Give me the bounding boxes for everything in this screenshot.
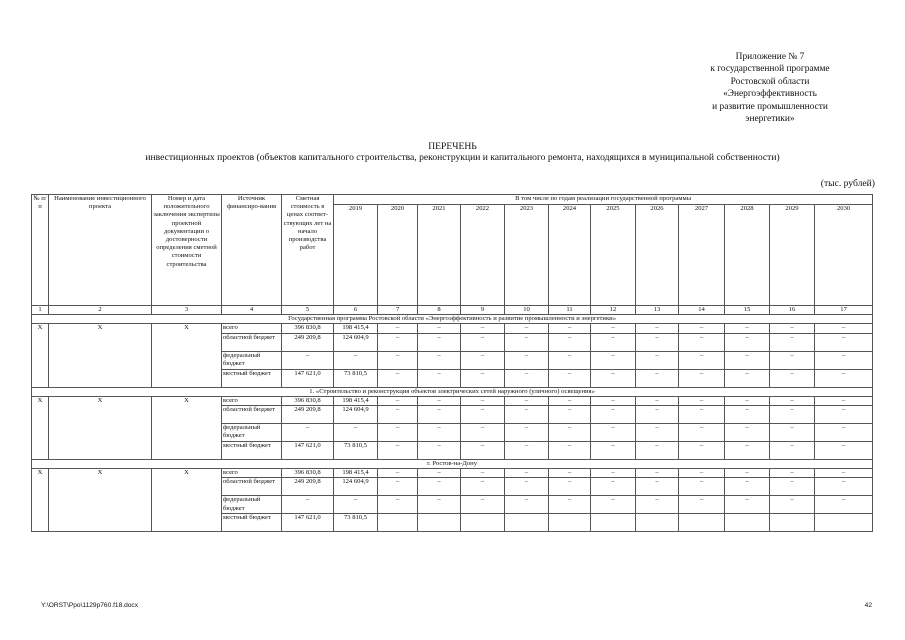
year-value: – xyxy=(679,478,725,496)
year-value: – xyxy=(591,496,636,514)
cost-value: 147 621,0 xyxy=(282,442,334,460)
funding-source: местный бюджет xyxy=(222,514,282,532)
year-value: – xyxy=(770,442,815,460)
year-value: – xyxy=(418,496,461,514)
document-title: ПЕРЕЧЕНЬ xyxy=(428,141,477,152)
year-value: – xyxy=(461,496,505,514)
cost-value: 396 830,8 xyxy=(282,324,334,333)
year-value: – xyxy=(770,396,815,405)
year-value: – xyxy=(461,369,505,387)
year-value: – xyxy=(815,324,873,333)
year-2019-value: – xyxy=(334,351,378,369)
year-value: – xyxy=(725,396,770,405)
year-value: – xyxy=(378,496,418,514)
year-value: – xyxy=(461,396,505,405)
year-value: – xyxy=(591,424,636,442)
year-value: – xyxy=(591,406,636,424)
year-value: – xyxy=(461,406,505,424)
year-2019-value: 124 604,9 xyxy=(334,333,378,351)
year-value: – xyxy=(549,333,591,351)
header-year: 2020 xyxy=(378,205,418,306)
year-value: – xyxy=(636,324,679,333)
column-number: 7 xyxy=(378,306,418,315)
year-value: – xyxy=(815,442,873,460)
cost-value: 249 209,8 xyxy=(282,478,334,496)
year-value: – xyxy=(636,424,679,442)
cost-value: 396 830,8 xyxy=(282,396,334,405)
year-value: – xyxy=(505,469,549,478)
column-number: 2 xyxy=(49,306,152,315)
column-number: 8 xyxy=(418,306,461,315)
year-value: – xyxy=(418,406,461,424)
year-value: – xyxy=(378,324,418,333)
column-number: 3 xyxy=(152,306,222,315)
year-value: – xyxy=(549,396,591,405)
year-value: – xyxy=(505,406,549,424)
column-number: 14 xyxy=(679,306,725,315)
appendix-line: Приложение № 7 xyxy=(735,52,805,62)
header-cost: Сметная стоимость в ценах соответ-ствующих лет на начало производства работ xyxy=(282,195,334,306)
column-number: 12 xyxy=(591,306,636,315)
year-value: – xyxy=(505,324,549,333)
column-number: 17 xyxy=(815,306,873,315)
year-value: – xyxy=(679,406,725,424)
year-2019-value: 73 810,5 xyxy=(334,442,378,460)
year-value: – xyxy=(815,406,873,424)
year-value xyxy=(725,514,770,532)
year-value: – xyxy=(505,442,549,460)
year-value: – xyxy=(725,351,770,369)
year-value: – xyxy=(679,333,725,351)
funding-source: местный бюджет xyxy=(222,442,282,460)
section-title: Государственная программа Ростовской области «Энергоэффективность и развитие промышленности и энергетики» xyxy=(32,315,873,324)
year-value: – xyxy=(378,406,418,424)
year-value: – xyxy=(636,396,679,405)
funding-source: всего xyxy=(222,396,282,405)
header-year: 2027 xyxy=(679,205,725,306)
year-value: – xyxy=(549,351,591,369)
header-year: 2026 xyxy=(636,205,679,306)
year-2019-value: 198 415,4 xyxy=(334,396,378,405)
x-mark-num: Х xyxy=(32,324,49,387)
year-value: – xyxy=(549,496,591,514)
appendix-line: Ростовской области xyxy=(730,76,810,87)
year-value: – xyxy=(378,351,418,369)
year-value: – xyxy=(418,469,461,478)
column-number: 4 xyxy=(222,306,282,315)
year-value: – xyxy=(418,424,461,442)
year-2019-value: – xyxy=(334,496,378,514)
year-value: – xyxy=(418,351,461,369)
year-value: – xyxy=(505,478,549,496)
units-label: (тыс. рублей) xyxy=(820,178,875,189)
year-value: – xyxy=(549,478,591,496)
header-num: № п/п xyxy=(32,195,49,306)
year-value: – xyxy=(725,369,770,387)
year-value: – xyxy=(418,396,461,405)
year-value: – xyxy=(505,396,549,405)
year-value: – xyxy=(636,333,679,351)
year-value xyxy=(591,514,636,532)
year-value: – xyxy=(378,478,418,496)
year-value: – xyxy=(461,469,505,478)
year-value: – xyxy=(770,324,815,333)
year-value xyxy=(770,514,815,532)
cost-value: 396 830,8 xyxy=(282,469,334,478)
header-years-group: В том числе по годам реализации государственной программы xyxy=(334,195,873,205)
header-year: 2024 xyxy=(549,205,591,306)
cost-value: – xyxy=(282,424,334,442)
year-value: – xyxy=(636,469,679,478)
year-value: – xyxy=(815,333,873,351)
year-value: – xyxy=(378,424,418,442)
year-value: – xyxy=(549,406,591,424)
year-value: – xyxy=(770,424,815,442)
funding-source: областной бюджет xyxy=(222,478,282,496)
year-value: – xyxy=(591,351,636,369)
year-value: – xyxy=(679,369,725,387)
x-mark-name: Х xyxy=(49,469,152,532)
column-number: 5 xyxy=(282,306,334,315)
year-value: – xyxy=(679,396,725,405)
footer-file-path: Y:\ORST\Ppo\1129p760.f18.docx xyxy=(41,602,139,609)
year-value: – xyxy=(770,496,815,514)
header-year: 2019 xyxy=(334,205,378,306)
x-mark-num: Х xyxy=(32,469,49,532)
year-value: – xyxy=(418,333,461,351)
year-value: – xyxy=(549,469,591,478)
year-2019-value: 124 604,9 xyxy=(334,478,378,496)
year-value: – xyxy=(770,478,815,496)
cost-value: 147 621,0 xyxy=(282,514,334,532)
year-value: – xyxy=(505,333,549,351)
year-value: – xyxy=(679,424,725,442)
funding-source: всего xyxy=(222,324,282,333)
appendix-block xyxy=(660,51,880,125)
year-value: – xyxy=(461,442,505,460)
header-source: Источник финансиро-вания xyxy=(222,195,282,306)
year-value: – xyxy=(591,324,636,333)
year-value: – xyxy=(505,369,549,387)
appendix-line: к государственной программе xyxy=(710,64,830,75)
header-year: 2025 xyxy=(591,205,636,306)
year-value: – xyxy=(505,424,549,442)
year-value: – xyxy=(418,369,461,387)
year-value: – xyxy=(505,496,549,514)
header-year: 2028 xyxy=(725,205,770,306)
year-value: – xyxy=(461,478,505,496)
column-number: 11 xyxy=(549,306,591,315)
funding-source: федеральный бюджет xyxy=(222,351,282,369)
year-value: – xyxy=(636,351,679,369)
header-year: 2029 xyxy=(770,205,815,306)
year-value xyxy=(461,514,505,532)
year-value: – xyxy=(770,369,815,387)
year-value: – xyxy=(378,396,418,405)
section-title: г. Ростов-на-Дону xyxy=(32,460,873,469)
year-value: – xyxy=(591,478,636,496)
year-2019-value: 198 415,4 xyxy=(334,324,378,333)
cost-value: 249 209,8 xyxy=(282,406,334,424)
year-value xyxy=(549,514,591,532)
header-name: Наименование инвестиционного проекта xyxy=(49,195,152,306)
year-value xyxy=(418,514,461,532)
year-value: – xyxy=(679,469,725,478)
year-value: – xyxy=(591,396,636,405)
funding-source: областной бюджет xyxy=(222,406,282,424)
year-value: – xyxy=(725,424,770,442)
year-value: – xyxy=(770,351,815,369)
document-subtitle: инвестиционных проектов (объектов капитального строительства, реконструкции и капитального ремонта, находящихся в муниципальной собственности) xyxy=(145,152,780,163)
year-value: – xyxy=(815,369,873,387)
cost-value: – xyxy=(282,351,334,369)
year-value: – xyxy=(770,406,815,424)
x-mark-expertise: Х xyxy=(152,324,222,387)
year-2019-value: 73 810,5 xyxy=(334,514,378,532)
cost-value: 249 209,8 xyxy=(282,333,334,351)
year-value: – xyxy=(636,369,679,387)
year-value xyxy=(636,514,679,532)
year-2019-value: 124 604,9 xyxy=(334,406,378,424)
cost-value: – xyxy=(282,496,334,514)
investment-projects-table xyxy=(31,194,873,532)
year-value xyxy=(679,514,725,532)
x-mark-num: Х xyxy=(32,396,49,459)
year-value: – xyxy=(505,351,549,369)
year-value: – xyxy=(636,478,679,496)
cost-value: 147 621,0 xyxy=(282,369,334,387)
year-2019-value: – xyxy=(334,424,378,442)
year-value: – xyxy=(725,469,770,478)
funding-source: всего xyxy=(222,469,282,478)
funding-source: федеральный бюджет xyxy=(222,496,282,514)
table-row xyxy=(32,396,873,405)
year-value: – xyxy=(378,369,418,387)
year-value: – xyxy=(418,324,461,333)
year-value: – xyxy=(461,351,505,369)
header-year: 2022 xyxy=(461,205,505,306)
year-value: – xyxy=(725,406,770,424)
year-value: – xyxy=(725,442,770,460)
year-value: – xyxy=(679,351,725,369)
year-value: – xyxy=(636,406,679,424)
year-value: – xyxy=(725,333,770,351)
header-year: 2021 xyxy=(418,205,461,306)
x-mark-expertise: Х xyxy=(152,396,222,459)
column-number: 13 xyxy=(636,306,679,315)
year-value: – xyxy=(679,496,725,514)
header-expertise: Номер и дата положительного заключения экспертизы проектной документации о достоверности определения сметной стоимости строительства xyxy=(152,195,222,306)
funding-source: местный бюджет xyxy=(222,369,282,387)
year-value: – xyxy=(815,496,873,514)
year-value: – xyxy=(591,469,636,478)
year-value: – xyxy=(725,324,770,333)
year-value: – xyxy=(815,469,873,478)
year-value xyxy=(505,514,549,532)
year-2019-value: 198 415,4 xyxy=(334,469,378,478)
year-value: – xyxy=(815,351,873,369)
header-year: 2030 xyxy=(815,205,873,306)
column-number: 10 xyxy=(505,306,549,315)
year-value: – xyxy=(636,496,679,514)
year-value: – xyxy=(378,333,418,351)
table-row xyxy=(32,324,873,333)
funding-source: областной бюджет xyxy=(222,333,282,351)
year-value: – xyxy=(549,324,591,333)
appendix-line: и развитие промышленности xyxy=(712,101,828,112)
year-2019-value: 73 810,5 xyxy=(334,369,378,387)
year-value: – xyxy=(725,478,770,496)
x-mark-name: Х xyxy=(49,324,152,387)
year-value xyxy=(378,514,418,532)
year-value: – xyxy=(815,424,873,442)
year-value: – xyxy=(636,442,679,460)
year-value: – xyxy=(461,333,505,351)
year-value: – xyxy=(679,442,725,460)
table-row xyxy=(32,469,873,478)
year-value: – xyxy=(461,324,505,333)
column-number: 16 xyxy=(770,306,815,315)
x-mark-expertise: Х xyxy=(152,469,222,532)
column-number: 15 xyxy=(725,306,770,315)
year-value: – xyxy=(591,333,636,351)
header-year: 2023 xyxy=(505,205,549,306)
year-value: – xyxy=(418,478,461,496)
year-value: – xyxy=(725,496,770,514)
year-value: – xyxy=(549,369,591,387)
year-value: – xyxy=(770,469,815,478)
column-number: 9 xyxy=(461,306,505,315)
year-value: – xyxy=(418,442,461,460)
appendix-line: энергетики» xyxy=(745,114,795,125)
section-title: 1. «Строительство и реконструкция объектов электрических сетей наружного (уличного) освещения» xyxy=(32,387,873,396)
funding-source: федеральный бюджет xyxy=(222,424,282,442)
year-value: – xyxy=(591,442,636,460)
appendix-line: «Энергоэффективность xyxy=(723,89,817,100)
column-number: 6 xyxy=(334,306,378,315)
page-number: 42 xyxy=(864,602,872,609)
year-value: – xyxy=(679,324,725,333)
x-mark-name: Х xyxy=(49,396,152,459)
year-value xyxy=(815,514,873,532)
year-value: – xyxy=(461,424,505,442)
year-value: – xyxy=(815,396,873,405)
year-value: – xyxy=(378,469,418,478)
column-number: 1 xyxy=(32,306,49,315)
year-value: – xyxy=(549,442,591,460)
year-value: – xyxy=(591,369,636,387)
year-value: – xyxy=(378,442,418,460)
year-value: – xyxy=(549,424,591,442)
year-value: – xyxy=(815,478,873,496)
year-value: – xyxy=(770,333,815,351)
